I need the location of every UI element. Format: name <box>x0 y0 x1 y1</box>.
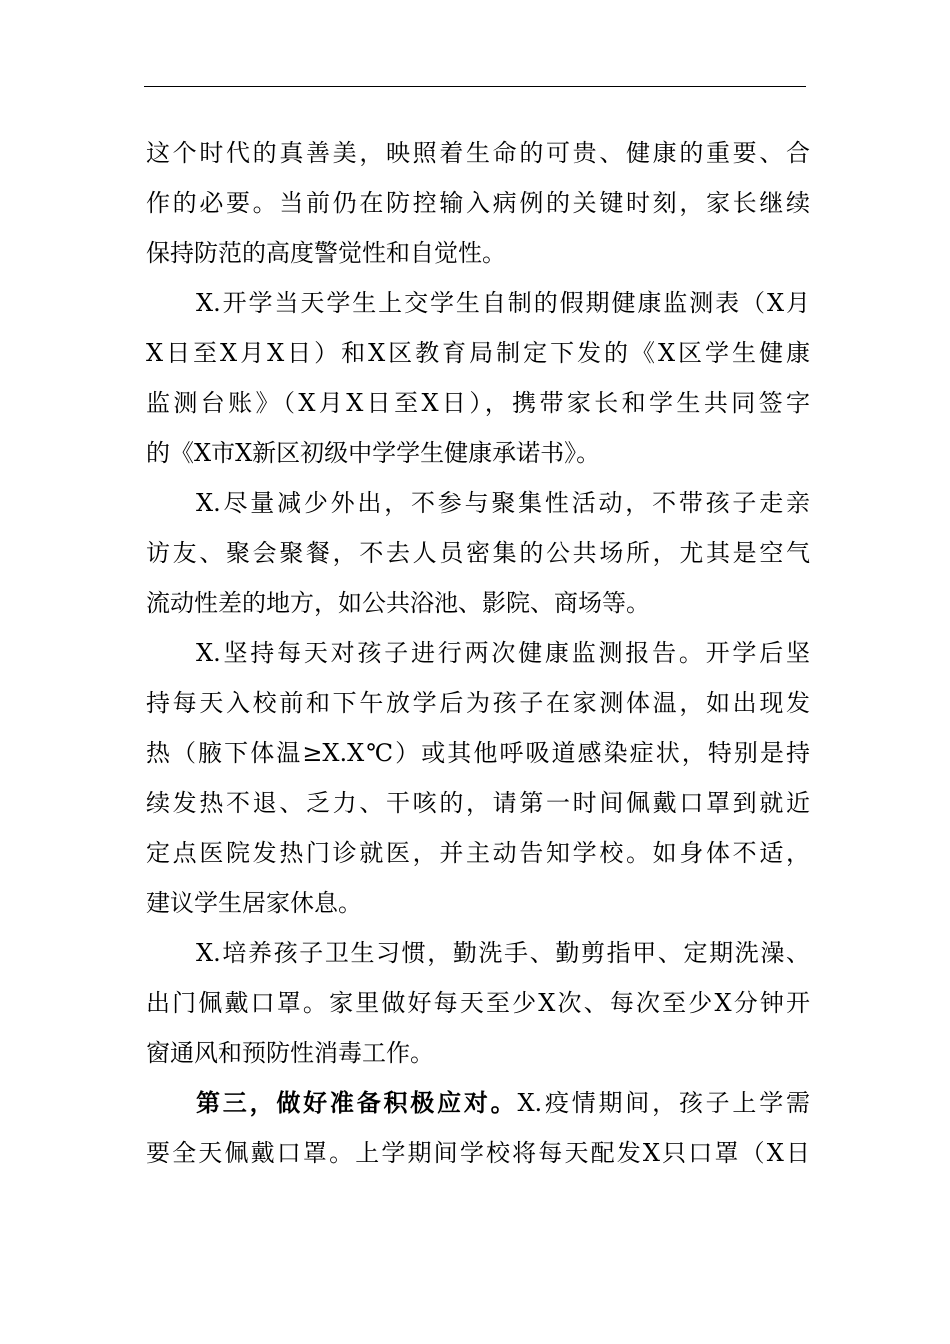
text-line: 热（腋下体温≥X.X℃）或其他呼吸道感染症状，特别是持 <box>146 739 810 767</box>
text-line <box>146 1078 810 1128</box>
text-line: 的《X市X新区初级中学学生健康承诺书》。 <box>146 439 601 467</box>
text-line: X.培养孩子卫生习惯，勤洗手、勤剪指甲、定期洗澡、 <box>196 939 810 967</box>
text-line: 建议学生居家休息。 <box>146 889 362 917</box>
text-line: 定点医院发热门诊就医，并主动告知学校。如身体不适， <box>146 839 810 867</box>
section-heading: 第三，做好准备积极应对。 <box>196 1088 518 1117</box>
text-run: X.疫情期间，孩子上学需 <box>517 1089 811 1117</box>
text-line: 窗通风和预防性消毒工作。 <box>146 1039 434 1067</box>
text-line: 流动性差的地方，如公共浴池、影院、商场等。 <box>146 589 650 617</box>
text-line: 续发热不退、乏力、干咳的，请第一时间佩戴口罩到就近 <box>146 789 810 817</box>
text-line: X日至X月X日）和X区教育局制定下发的《X区学生健康 <box>146 339 810 367</box>
text-line: X.开学当天学生上交学生自制的假期健康监测表（X月 <box>196 289 810 317</box>
text-line: 出门佩戴口罩。家里做好每天至少X次、每次至少X分钟开 <box>146 989 810 1017</box>
paragraph-item-1 <box>146 278 810 478</box>
text-line: 访友、聚会聚餐，不去人员密集的公共场所，尤其是空气 <box>146 539 810 567</box>
text-line: 保持防范的高度警觉性和自觉性。 <box>146 239 506 267</box>
paragraph-continuation <box>146 128 810 278</box>
text-line: X.尽量减少外出，不参与聚集性活动，不带孩子走亲 <box>196 489 810 517</box>
paragraph-item-3 <box>146 628 810 928</box>
text-line: 持每天入校前和下午放学后为孩子在家测体温，如出现发 <box>146 689 810 717</box>
text-line: 作的必要。当前仍在防控输入病例的关键时刻，家长继续 <box>146 189 810 217</box>
paragraph-item-4 <box>146 928 810 1078</box>
text-line: 监测台账》（X月X日至X日），携带家长和学生共同签字 <box>146 389 810 417</box>
paragraph-item-2 <box>146 478 810 628</box>
text-line: 这个时代的真善美，映照着生命的可贵、健康的重要、合 <box>146 139 810 167</box>
text-line: 要全天佩戴口罩。上学期间学校将每天配发X只口罩（X日 <box>146 1139 810 1167</box>
paragraph-section-three <box>146 1078 810 1178</box>
document-body <box>146 128 810 1178</box>
text-line: X.坚持每天对孩子进行两次健康监测报告。开学后坚 <box>196 639 810 667</box>
header-rule <box>144 86 806 87</box>
